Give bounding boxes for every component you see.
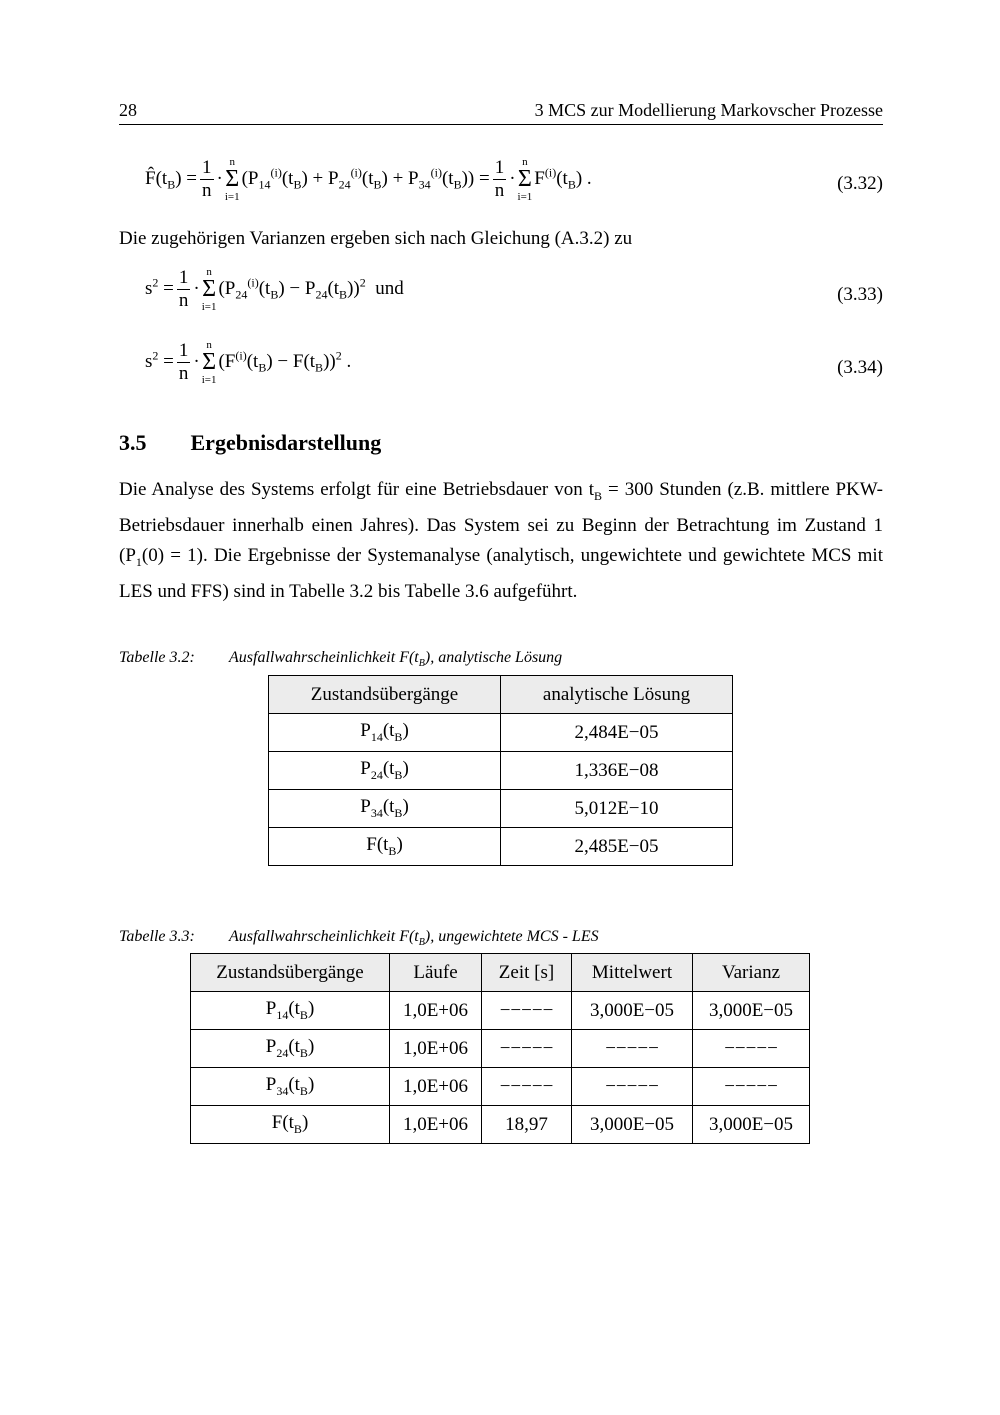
header-rule — [119, 124, 883, 125]
equation-3-34: $s^2$ = $\frac{1}{n}$ · n Σ i=1 $(F^{(i)}(t_B) - F(t_B))^2$ . — [145, 339, 352, 386]
laeufe-cell: 1,0E+06 — [390, 1068, 482, 1106]
transition-cell: $F(t_B)$ — [269, 828, 501, 866]
mittelwert-cell: −−−−− — [572, 1068, 693, 1106]
column-header: Zustandsübergänge — [269, 676, 501, 714]
equation-number-3-33: (3.33) — [837, 284, 883, 305]
zeit-cell: −−−−− — [482, 1068, 572, 1106]
table-header-row — [191, 954, 810, 992]
caption-text: Ausfallwahrscheinlichkeit $F(t_B)$, analytische Lösung — [229, 649, 563, 670]
caption-text: Ausfallwahrscheinlichkeit $F(t_B)$, ungewichtete MCS - LES — [229, 928, 599, 949]
body-paragraph: Die Analyse des Systems erfolgt für eine Betriebsdauer von $t_B = 300$ Stunden (z.B. mittlere PKW-Betriebsdauer innerhalb einen Jahres). Das System sei zu Beginn der Betrachtung im Zustand 1 $(P_1(0) = 1)$. Die Ergebnisse der Systemanalyse (analytisch, ungewichtete und gewichtete MCS mit LES und FFS) sind in Tabelle 3.2 bis Tabelle 3.6 aufgeführt. — [119, 479, 883, 602]
column-header: Zustandsübergänge — [191, 954, 390, 992]
caption-label: Tabelle 3.2: — [119, 649, 195, 666]
running-header: 3 MCS zur Modellierung Markovscher Prozesse — [534, 100, 883, 120]
table-row — [191, 1068, 810, 1106]
value-cell: 2,485E−05 — [501, 828, 733, 866]
value-cell: 1,336E−08 — [501, 752, 733, 790]
zeit-cell: −−−−− — [482, 992, 572, 1030]
table-row — [269, 828, 733, 866]
table-3-2 — [268, 675, 733, 866]
section-title: Ergebnisdarstellung — [190, 430, 382, 455]
mittelwert-cell: 3,000E−05 — [572, 1106, 693, 1144]
zeit-cell: 18,97 — [482, 1106, 572, 1144]
caption-label: Tabelle 3.3: — [119, 928, 195, 945]
varianz-cell: −−−−− — [693, 1068, 810, 1106]
column-header: Zeit [s] — [482, 954, 572, 992]
column-header: Mittelwert — [572, 954, 693, 992]
equation-3-33: $s^2$ = $\frac{1}{n}$ · n Σ i=1 $(P_{24}^{(i)}(t_B) - P_{24}(t_B))^2$ und — [145, 266, 404, 313]
value-cell: 5,012E−10 — [501, 790, 733, 828]
varianz-cell: 3,000E−05 — [693, 992, 810, 1030]
transition-cell: $P_{34}(t_B)$ — [269, 790, 501, 828]
table-row — [269, 790, 733, 828]
laeufe-cell: 1,0E+06 — [390, 1106, 482, 1144]
transition-cell: $P_{24}(t_B)$ — [191, 1030, 390, 1068]
table-header-row — [269, 676, 733, 714]
column-header: Läufe — [390, 954, 482, 992]
transition-cell: $P_{14}(t_B)$ — [191, 992, 390, 1030]
transition-cell: $F(t_B)$ — [191, 1106, 390, 1144]
equation-3-32: $F̂(t_B)$ = $\frac{1}{n}$ · n Σ i=1 $(P_{14}^{(i)}(t_B) + P_{24}^{(i)}(t_B) + P_{34}^{(i)}(t_B))$ = $\frac{1}{n}$ · n Σ i=1 $F^{(i)}(t_B)$ . — [145, 156, 592, 203]
conjunction-und: und — [375, 277, 404, 299]
table-3-3-caption — [119, 928, 883, 948]
transition-cell: $P_{24}(t_B)$ — [269, 752, 501, 790]
table-row — [269, 752, 733, 790]
column-header: Varianz — [693, 954, 810, 992]
page-number: 28 — [119, 100, 137, 120]
table-row — [191, 992, 810, 1030]
value-cell: 2,484E−05 — [501, 714, 733, 752]
varianz-cell: 3,000E−05 — [693, 1106, 810, 1144]
table-row — [269, 714, 733, 752]
equation-number-3-34: (3.34) — [837, 357, 883, 378]
transition-cell: $P_{14}(t_B)$ — [269, 714, 501, 752]
equation-number-3-32: (3.32) — [837, 173, 883, 194]
zeit-cell: −−−−− — [482, 1030, 572, 1068]
mittelwert-cell: −−−−− — [572, 1030, 693, 1068]
laeufe-cell: 1,0E+06 — [390, 1030, 482, 1068]
mittelwert-cell: 3,000E−05 — [572, 992, 693, 1030]
varianz-cell: −−−−− — [693, 1030, 810, 1068]
laeufe-cell: 1,0E+06 — [390, 992, 482, 1030]
variance-intro: Die zugehörigen Varianzen ergeben sich nach Gleichung (A.3.2) zu — [119, 228, 633, 249]
table-3-2-caption — [119, 649, 883, 669]
table-row — [191, 1106, 810, 1144]
column-header: analytische Lösung — [501, 676, 733, 714]
table-row — [191, 1030, 810, 1068]
transition-cell: $P_{34}(t_B)$ — [191, 1068, 390, 1106]
section-heading — [119, 430, 381, 456]
table-3-3 — [190, 953, 810, 1144]
section-number: 3.5 — [119, 430, 147, 455]
